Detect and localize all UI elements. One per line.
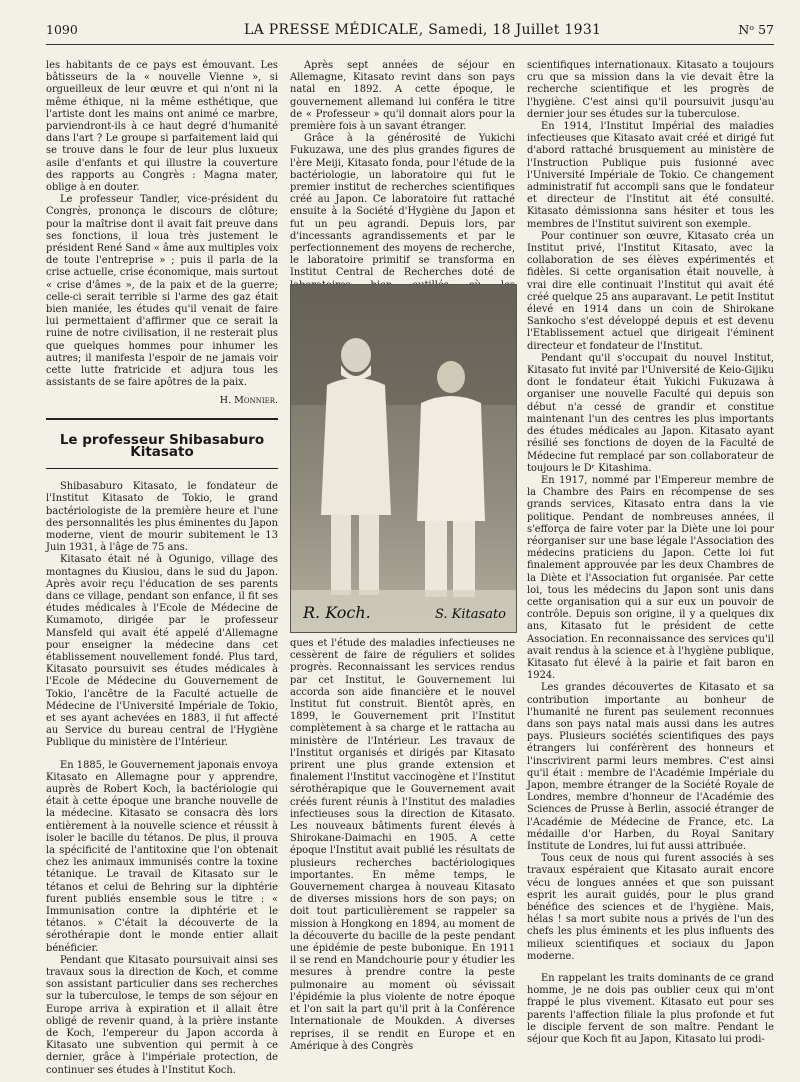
author-signature: H. Monnier.: [219, 395, 278, 407]
page-number: 1090: [46, 22, 78, 37]
portrait-photo-koch-kitasato: [290, 284, 517, 633]
paragraph: En 1885, le Gouvernement japonais envoya Kitasato en Allemagne pour y apprendre, auprès de Robert Koch, la bactériologie qui était à cette époque une branche nouvelle de la médecine. Kitasato se consacra dès lors entièrement à la nouvelle science et réussit à isoler le bacille du tétanos. De plus, il prouva la spécificité de l'antitoxine que l'on obtenait chez les animaux immunisés contre la toxine tétanique. Le travail de Kitasato sur le tétanos et celui de Behring sur la diphtérie furent publiés ensemble sous le titre : « Immunisation contre la diphtérie et le tétanos. » C'était la découverte de la sérothérapie dont le monde entier allait bénéficier.: [46, 759, 278, 954]
signature-koch: R. Koch.: [303, 603, 371, 622]
paragraph: Grâce à la générosité de Yukichi Fukuzawa, une des plus grandes figures de l'ère Meiji, Kitasato fonda, pour l'étude de la bactériologie, un laboratoire qui fut le premier institut de recherches scientifiques créé au Japon. Ce laboratoire fut rattaché ensuite à la Société d'Hygiène du Japon et fut un peu agrandi. Depuis lors, par d'incessants agrandissements et par le perfectionnement des moyens de recherche, le laboratoire primitif se transforma en Institut Central de Recherches doté de: [290, 133, 515, 279]
journal-title: LA PRESSE MÉDICALE, Samedi, 18 Juillet 1931: [244, 22, 602, 38]
paragraph: En 1914, l'Institut Impérial des maladies infectieuses que Kitasato avait créé et dirigé fut d'abord rattaché brusquement au ministère de l'Instruction Publique puis fusionné avec l'Université Impériale de Tokio. Ce changement administratif fut accompli sans que le fondateur et directeur de l'Institut ait été consulté. Kitasato démissionna sans hésiter et tous les membres de l'Institut suivirent son exemple.: [527, 121, 774, 230]
paragraph: Pendant qu'il s'occupait du nouvel Institut, Kitasato fut invité par l'Université de Keio-Gijiku dont le fondateur était Yukichi Fukuzawa à organiser une nouvelle Faculté qui depuis son début n'a cessé de grandir et constitue maintenant l'un des centres les plus importants des études médicales au Japon. Kitasato ayant résilié ses fonctions de doyen de la Faculté de Médecine fut remplacé par son collaborateur de toujours le Dʳ Kitashima.: [527, 352, 774, 474]
issue-number: Nᵒ 57: [738, 22, 774, 37]
paragraph: scientifiques internationaux. Kitasato a toujours cru que sa mission dans la vie devait être la recherche scientifique et les progrès de l'hygiène. C'est ainsi qu'il poursuivit jusqu'au dernier jour ses études sur la tuberculose.: [527, 60, 774, 120]
paragraph: ques et l'étude des maladies infectieuses ne cessèrent de faire de réguliers et solides progrès. Reconnaissant les services rendus par cet Institut, le Gouvernement lui accorda son aide financière et le nouvel Institut fut construit. Bientôt après, en 1899, le Gouvernement prit l'Institut complètement à sa charge et le rattacha au ministère de l'Intérieur. Les travaux de l'Institut organisés et dirigés par Kitasato prirent une plus grande extension et finalement l'Institut vaccinogène et l'Institut sérothérapique que le Gouvernement avait créés furent réunis à l'Institut des maladies infectieuses sous la direction de Kitasato. Les nouveaux bâtiments furent élevés à Shirokane-Daimachi en 1905. A cette époque l'Institut avait publié les résultats de plusieurs recherches bactériologiques importantes. En même temps, le Gouvernement chargea à nouveau Kitasato de diverses missions hors de son pays; on doit tout particulièrement se rappeler sa mission à Hongkong en 1894, au moment de la découverte du bacille de la peste pendant une épidémie de peste bubonique. En 1911 il se rend en Mandchourie pour y étudier les mesures à prendre contre la peste pulmonaire au moment où sévissait l'épidémie la plus violente de notre époque et l'on sait la part qu'il prit à la Conférence Internationale de Moukden. A diverses reprises, il se rendit en Europe et en Amérique à des Congrès: [290, 638, 515, 1052]
paragraph: Tous ceux de nous qui furent associés à ses travaux espéraient que Kitasato aurait encore vécu de longues années et que son puissant esprit les aurait guidés, pour le plus grand bénéfice des sciences et de l'hygiène. Mais, hélas ! sa mort subite nous a privés de l'un des chefs les plus éminents et les plus influents des milieux scientifiques et sociaux du Japon moderne.: [527, 853, 774, 962]
paragraph: les habitants de ce pays est émouvant. Les bâtisseurs de la « nouvelle Vienne », si orgueilleux de leur œuvre et qui n'ont ni la même éthique, ni la même esthétique, que l'artiste dont les mains ont animé ce marbre, parviendront-ils à ce haut degré d'humanité dans l'art ? Le groupe si parfaitement laid qui se trouve dans le four de leur plus luxueux asile d'enfants et qui illustre la couverture des rapports au Congrès : Magna mater, oblige à en douter.: [46, 60, 278, 194]
middle-column-bottom: [290, 638, 515, 1053]
paragraph: En rappelant les traits dominants de ce grand homme, je ne dois pas oublier ceux qui m'ont frappé le plus vivement. Kitasato eut pour ses parents l'affection filiale la plus profonde et fut le disciple fervent de son maître. Pendant le séjour que Koch fit au Japon, Kitasato lui prodi-: [527, 973, 774, 1046]
paragraph: Pour continuer son œuvre, Kitasato créa un Institut privé, l'Institut Kitasato, avec la collaboration de ses élèves expérimentés et fidèles. Si cette organisation était nouvelle, à vrai dire elle continuait l'Institut qui avait été créé quelque 25 ans auparavant. Le petit Institut élevé en 1914 dans un coin de Shirokane Sankocho s'est développé depuis et est devenu l'Etablissement actuel que dirigeait l'éminent directeur et fondateur de l'Institut.: [527, 230, 774, 352]
left-column: [46, 60, 278, 1077]
header-rule: [46, 44, 774, 45]
paragraph: Après sept années de séjour en Allemagne, Kitasato revint dans son pays natal en 1892. A cette époque, le gouvernement allemand lui conféra le titre de « Professeur » qu'il donnait alors pour la première fois à un savant étranger.: [290, 60, 515, 133]
paragraph: Le professeur Tandler, vice-président du Congrès, prononça le discours de clôture; pour la maîtrise dont il avait fait preuve dans ses fonctions, il loua très justement le président René Sand « âme aux multiples voix de toute l'entreprise » ; puis il parla de la crise actuelle, crise économique, mais surtout « crise d'âmes », de la paix et de la guerre; celle-ci serait terrible si l'arme des gaz était bien maniée, les études qu'il venait de faire lui permettaient d'affirmer que ce serait la ruine de notre civilisation, il ne resterait plus que quelques hommes pour inhumer les autres; il manifesta l'espoir de ne jamais voir cette lutte fratricide et adjura tous les assistants de se faire apôtres de la paix.: [46, 194, 278, 389]
paragraph: Pendant que Kitasato poursuivait ainsi ses travaux sous la direction de Koch, et comme son assistant particulier dans ses recherches sur la tuberculose, le temps de son séjour en Europe arriva à expiration et il allait être obligé de revenir quand, à la prière instante de Koch, l'empereur du Japon accorda à Kitasato une subvention qui permit à ce dernier, grâce à l'impériale protection, de continuer ses études à l'Institut Koch.: [46, 954, 278, 1076]
right-column: [527, 60, 774, 1046]
page-header: [46, 22, 774, 42]
article-title: Le professeur Shibasaburo Kitasato: [46, 418, 278, 469]
paragraph: En 1917, nommé par l'Empereur membre de la Chambre des Pairs en récompense de ses grands services, Kitasato entra dans la vie politique. Pendant de nombreuses années, il s'efforça de faire voter par la Diète une loi pour réorganiser sur une base légale l'Association des médecins praticiens du Japon. Cette loi fut finalement approuvée par les deux Chambres de la Diète et l'Association fut organisée. Par cette loi, tous les médecins du Japon sont unis dans cette organisation qui a sur eux un pouvoir de contrôle. Depuis son origine, il y a quelques dix ans, Kitasato fut le président de cette Association. En reconnaissance des services qu'il avait rendus à la science et à l'hygiène publique, Kitasato fut élevé à la pairie et fait baron en 1924.: [527, 474, 774, 682]
photo-illustration: [291, 285, 516, 632]
paragraph: Les grandes découvertes de Kitasato et sa contribution importante au bonheur de l'humanité ne furent pas seulement reconnues dans son pays natal mais aussi dans les autres pays. Plusieurs sociétés scientifiques des pays étrangers lui conférèrent des honneurs et l'inscrivirent parmi leurs membres. C'est ainsi qu'il était : membre de l'Académie Impériale du Japon, membre étranger de la Société Royale de Londres, membre d'honneur de l'Académie des Sciences de Prusse à Berlin, associé étranger de l'Académie de Médecine de France, etc. La médaille d'or Harben, du Royal Sanitary Institute de Londres, lui fut aussi attribuée.: [527, 682, 774, 852]
paragraph: Kitasato était né à Ogunigo, village des montagnes du Kiusiou, dans le sud du Japon. Après avoir reçu l'éducation de ses parents dans ce village, pendant son enfance, il fit ses études médicales à l'Ecole de Médecine de Kumamoto, dirigée par le professeur Mansfeld qui avait été appelé d'Allemagne pour enseigner la médecine dans cet établissement nouvellement fondé. Plus tard, Kitasato poursuivit ses études médicales à l'Ecole de Médecine du Gouvernement de Tokio, l'ancêtre de la Faculté actuelle de Médecine de l'Université Impériale de Tokio, et ses ayant achevées en 1883, il fut affecté au Service du bureau central de l'Hygiène Publique du ministère de l'Intérieur.: [46, 554, 278, 749]
signature-kitasato: S. Kitasato: [434, 607, 506, 622]
middle-column-top: [290, 60, 515, 304]
paragraph: Shibasaburo Kitasato, le fondateur de l'Institut Kitasato de Tokio, le grand bactériologiste de la première heure et l'une des personnalités les plus éminentes du Japon moderne, vient de mourir subitement le 13 Juin 1931, à l'âge de 75 ans.: [46, 481, 278, 554]
